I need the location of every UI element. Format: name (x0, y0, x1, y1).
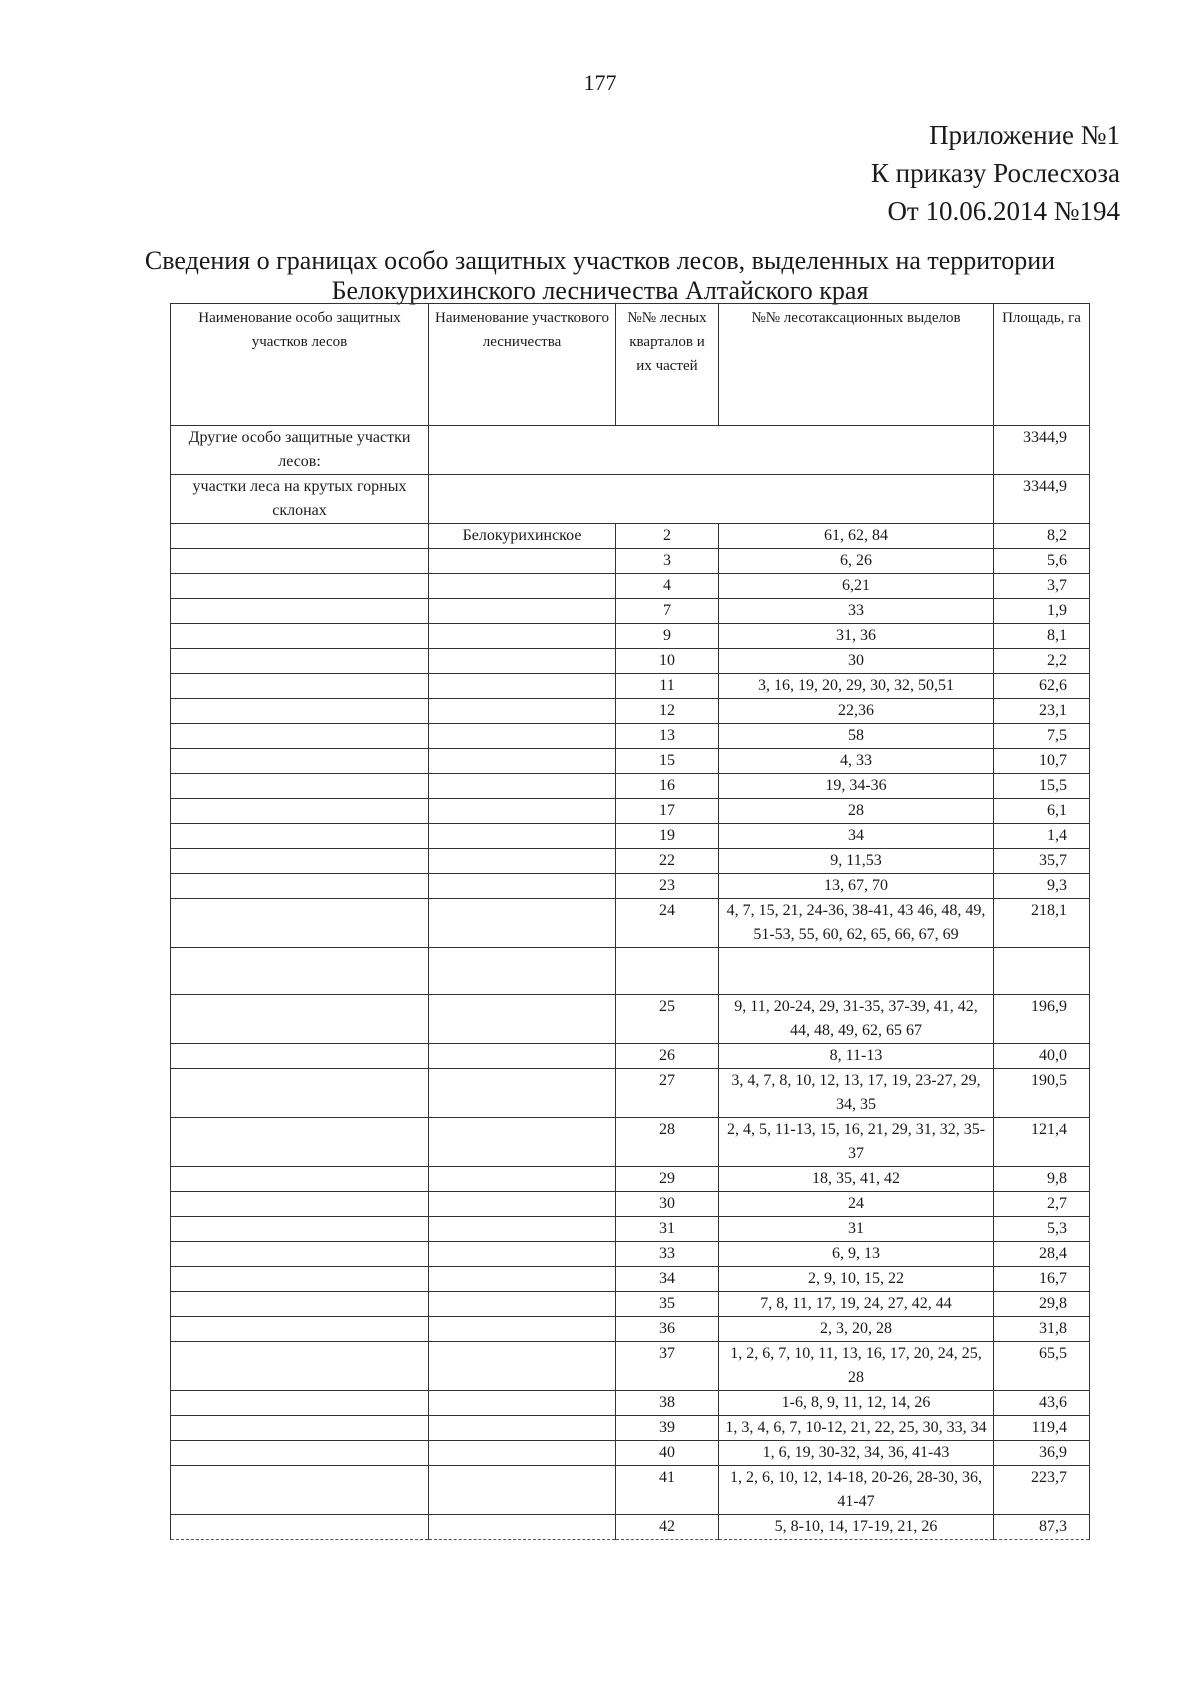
plots-cell: 1, 2, 6, 7, 10, 11, 13, 16, 17, 20, 24, 25, 28 (719, 1342, 994, 1391)
quarter-cell: 24 (616, 899, 719, 948)
table-row (171, 524, 1090, 549)
quarter-cell: 30 (616, 1192, 719, 1217)
quarter-cell: 42 (616, 1515, 719, 1540)
quarter-cell: 7 (616, 599, 719, 624)
group-area: 3344,9 (994, 426, 1090, 475)
quarter-cell: 23 (616, 874, 719, 899)
table-row (171, 948, 1090, 995)
plot-name-cell (171, 1069, 429, 1118)
table-row (171, 1192, 1090, 1217)
forest-plots-table (170, 303, 1090, 1540)
plots-cell: 1-6, 8, 9, 11, 12, 14, 26 (719, 1391, 994, 1416)
quarter-cell: 39 (616, 1416, 719, 1441)
quarter-cell: 3 (616, 549, 719, 574)
title-line-2: Белокурихинского лесничества Алтайского края (331, 276, 869, 305)
plots-cell: 9, 11, 20-24, 29, 31-35, 37-39, 41, 42, 44, 48, 49, 62, 65 67 (719, 995, 994, 1044)
table-row (171, 699, 1090, 724)
group-row (171, 426, 1090, 475)
area-cell: 1,9 (994, 599, 1090, 624)
group-area: 3344,9 (994, 475, 1090, 524)
quarter-cell: 34 (616, 1267, 719, 1292)
forestry-cell (429, 774, 616, 799)
plot-name-cell (171, 1267, 429, 1292)
area-cell: 23,1 (994, 699, 1090, 724)
table-row (171, 724, 1090, 749)
forestry-cell (429, 1317, 616, 1342)
area-cell: 218,1 (994, 899, 1090, 948)
plot-name-cell (171, 1292, 429, 1317)
area-cell: 31,8 (994, 1317, 1090, 1342)
table-row (171, 1466, 1090, 1515)
plots-cell: 28 (719, 799, 994, 824)
table-row (171, 1267, 1090, 1292)
quarter-cell: 41 (616, 1466, 719, 1515)
header-plots: №№ лесотаксационных выделов (719, 304, 994, 426)
quarter-cell: 19 (616, 824, 719, 849)
plots-cell: 3, 4, 7, 8, 10, 12, 13, 17, 19, 23-27, 29, 34, 35 (719, 1069, 994, 1118)
plot-name-cell (171, 1217, 429, 1242)
table-row (171, 849, 1090, 874)
plot-name-cell (171, 1466, 429, 1515)
quarter-cell: 36 (616, 1317, 719, 1342)
quarter-cell: 40 (616, 1441, 719, 1466)
plots-cell: 31, 36 (719, 624, 994, 649)
plot-name-cell (171, 995, 429, 1044)
table-row (171, 1292, 1090, 1317)
forestry-cell (429, 995, 616, 1044)
table-row (171, 1217, 1090, 1242)
plots-cell: 1, 3, 4, 6, 7, 10-12, 21, 22, 25, 30, 33, 34 (719, 1416, 994, 1441)
plot-name-cell (171, 1242, 429, 1267)
plots-cell: 30 (719, 649, 994, 674)
plot-name-cell (171, 624, 429, 649)
header-area: Площадь, га (994, 304, 1090, 426)
area-cell: 36,9 (994, 1441, 1090, 1466)
forestry-cell (429, 1515, 616, 1540)
quarter-cell: 4 (616, 574, 719, 599)
plot-name-cell (171, 649, 429, 674)
forestry-cell (429, 1267, 616, 1292)
area-cell: 29,8 (994, 1292, 1090, 1317)
plot-name-cell (171, 1118, 429, 1167)
plots-cell: 6,21 (719, 574, 994, 599)
table-row (171, 1069, 1090, 1118)
table-row (171, 824, 1090, 849)
forestry-cell (429, 1441, 616, 1466)
plot-name-cell (171, 1317, 429, 1342)
header-forestry: Наименование участкового лесничества (429, 304, 616, 426)
plots-cell: 19, 34-36 (719, 774, 994, 799)
forestry-cell (429, 624, 616, 649)
plot-name-cell (171, 524, 429, 549)
area-cell: 6,1 (994, 799, 1090, 824)
table-row (171, 899, 1090, 948)
plots-cell: 2, 4, 5, 11-13, 15, 16, 21, 29, 31, 32, 35-37 (719, 1118, 994, 1167)
area-cell: 43,6 (994, 1391, 1090, 1416)
plots-cell: 22,36 (719, 699, 994, 724)
quarter-cell: 27 (616, 1069, 719, 1118)
quarter-cell: 25 (616, 995, 719, 1044)
plots-cell: 1, 2, 6, 10, 12, 14-18, 20-26, 28-30, 36, 41-47 (719, 1466, 994, 1515)
plot-name-cell (171, 1192, 429, 1217)
table-row (171, 1515, 1090, 1540)
quarter-cell: 31 (616, 1217, 719, 1242)
area-cell: 2,2 (994, 649, 1090, 674)
forestry-cell: Белокурихинское (429, 524, 616, 549)
forestry-cell (429, 824, 616, 849)
quarter-cell: 28 (616, 1118, 719, 1167)
quarter-cell: 12 (616, 699, 719, 724)
forestry-cell (429, 1167, 616, 1192)
area-cell: 5,6 (994, 549, 1090, 574)
plots-cell: 8, 11-13 (719, 1044, 994, 1069)
plot-name-cell (171, 1391, 429, 1416)
quarter-cell: 29 (616, 1167, 719, 1192)
group-empty-cell (429, 475, 994, 524)
order-date-line: От 10.06.2014 №194 (887, 196, 1120, 226)
forestry-cell (429, 549, 616, 574)
plot-name-cell (171, 1515, 429, 1540)
table-row (171, 995, 1090, 1044)
forestry-cell (429, 1192, 616, 1217)
table-header-row (171, 304, 1090, 426)
plot-name-cell (171, 899, 429, 948)
area-cell: 3,7 (994, 574, 1090, 599)
plots-cell: 5, 8-10, 14, 17-19, 21, 26 (719, 1515, 994, 1540)
quarter-cell: 22 (616, 849, 719, 874)
table-row (171, 599, 1090, 624)
plots-cell: 4, 7, 15, 21, 24-36, 38-41, 43 46, 48, 49, 51-53, 55, 60, 62, 65, 66, 67, 69 (719, 899, 994, 948)
forestry-cell (429, 899, 616, 948)
forestry-cell (429, 1242, 616, 1267)
plot-name-cell (171, 724, 429, 749)
forestry-cell (429, 1391, 616, 1416)
table-row (171, 774, 1090, 799)
group-row (171, 475, 1090, 524)
plot-name-cell (171, 599, 429, 624)
forestry-cell (429, 1069, 616, 1118)
area-cell: 190,5 (994, 1069, 1090, 1118)
area-cell: 1,4 (994, 824, 1090, 849)
plots-cell: 24 (719, 1192, 994, 1217)
area-cell: 121,4 (994, 1118, 1090, 1167)
quarter-cell: 10 (616, 649, 719, 674)
plots-cell: 7, 8, 11, 17, 19, 24, 27, 42, 44 (719, 1292, 994, 1317)
area-cell: 8,2 (994, 524, 1090, 549)
area-cell: 5,3 (994, 1217, 1090, 1242)
area-cell: 9,8 (994, 1167, 1090, 1192)
forestry-cell (429, 574, 616, 599)
quarter-cell: 17 (616, 799, 719, 824)
plots-cell: 31 (719, 1217, 994, 1242)
table-row (171, 574, 1090, 599)
document-title (0, 246, 1200, 306)
table-row (171, 1441, 1090, 1466)
area-cell: 2,7 (994, 1192, 1090, 1217)
forestry-cell (429, 849, 616, 874)
header-quarters: №№ лесных кварталов и их частей (616, 304, 719, 426)
area-cell: 62,6 (994, 674, 1090, 699)
plots-cell: 3, 16, 19, 20, 29, 30, 32, 50,51 (719, 674, 994, 699)
plots-cell: 9, 11,53 (719, 849, 994, 874)
plots-cell: 6, 9, 13 (719, 1242, 994, 1267)
plot-name-cell (171, 749, 429, 774)
area-cell (994, 948, 1090, 995)
forestry-cell (429, 1044, 616, 1069)
plot-name-cell (171, 1167, 429, 1192)
table-row (171, 1167, 1090, 1192)
table-row (171, 1342, 1090, 1391)
forestry-cell (429, 1466, 616, 1515)
forestry-cell (429, 699, 616, 724)
forestry-cell (429, 1292, 616, 1317)
area-cell: 223,7 (994, 1466, 1090, 1515)
appendix-header (871, 116, 1120, 230)
plots-cell: 61, 62, 84 (719, 524, 994, 549)
order-line: К приказу Рослесхоза (870, 158, 1120, 188)
plot-name-cell (171, 824, 429, 849)
quarter-cell: 9 (616, 624, 719, 649)
table-row (171, 1416, 1090, 1441)
plot-name-cell (171, 674, 429, 699)
quarter-cell: 26 (616, 1044, 719, 1069)
area-cell: 15,5 (994, 774, 1090, 799)
quarter-cell: 11 (616, 674, 719, 699)
group-empty-cell (429, 426, 994, 475)
plot-name-cell (171, 948, 429, 995)
page-number: 177 (583, 70, 617, 95)
area-cell: 7,5 (994, 724, 1090, 749)
table-row (171, 799, 1090, 824)
table-row (171, 1391, 1090, 1416)
group-name: участки леса на крутых горных склонах (171, 475, 429, 524)
quarter-cell: 37 (616, 1342, 719, 1391)
table-row (171, 1118, 1090, 1167)
forestry-cell (429, 749, 616, 774)
plots-cell: 13, 67, 70 (719, 874, 994, 899)
plots-cell: 6, 26 (719, 549, 994, 574)
forestry-cell (429, 1118, 616, 1167)
header-plot-name: Наименование особо защитных участков лесов (171, 304, 429, 426)
plot-name-cell (171, 1416, 429, 1441)
plot-name-cell (171, 699, 429, 724)
table-row (171, 1242, 1090, 1267)
plot-name-cell (171, 799, 429, 824)
table-row (171, 674, 1090, 699)
area-cell: 16,7 (994, 1267, 1090, 1292)
forestry-cell (429, 948, 616, 995)
area-cell: 28,4 (994, 1242, 1090, 1267)
area-cell: 65,5 (994, 1342, 1090, 1391)
forestry-cell (429, 874, 616, 899)
plot-name-cell (171, 774, 429, 799)
table-row (171, 549, 1090, 574)
quarter-cell: 13 (616, 724, 719, 749)
forestry-cell (429, 649, 616, 674)
plot-name-cell (171, 1044, 429, 1069)
forestry-cell (429, 1342, 616, 1391)
quarter-cell: 16 (616, 774, 719, 799)
quarter-cell: 38 (616, 1391, 719, 1416)
forestry-cell (429, 1217, 616, 1242)
forestry-cell (429, 799, 616, 824)
quarter-cell: 35 (616, 1292, 719, 1317)
plot-name-cell (171, 849, 429, 874)
plots-cell: 34 (719, 824, 994, 849)
plots-cell: 18, 35, 41, 42 (719, 1167, 994, 1192)
table-row (171, 749, 1090, 774)
area-cell: 40,0 (994, 1044, 1090, 1069)
area-cell: 35,7 (994, 849, 1090, 874)
plots-cell: 1, 6, 19, 30-32, 34, 36, 41-43 (719, 1441, 994, 1466)
quarter-cell: 33 (616, 1242, 719, 1267)
title-line-1: Сведения о границах особо защитных участков лесов, выделенных на территории (144, 246, 1056, 275)
table-row (171, 624, 1090, 649)
forestry-cell (429, 724, 616, 749)
plots-cell: 58 (719, 724, 994, 749)
quarter-cell: 2 (616, 524, 719, 549)
forestry-cell (429, 1416, 616, 1441)
table-row (171, 1044, 1090, 1069)
plots-cell: 2, 3, 20, 28 (719, 1317, 994, 1342)
table-row (171, 649, 1090, 674)
quarter-cell: 15 (616, 749, 719, 774)
plot-name-cell (171, 1441, 429, 1466)
plots-cell: 4, 33 (719, 749, 994, 774)
plot-name-cell (171, 874, 429, 899)
area-cell: 9,3 (994, 874, 1090, 899)
area-cell: 119,4 (994, 1416, 1090, 1441)
plots-cell: 33 (719, 599, 994, 624)
plot-name-cell (171, 549, 429, 574)
plots-cell (719, 948, 994, 995)
forestry-cell (429, 599, 616, 624)
area-cell: 10,7 (994, 749, 1090, 774)
area-cell: 8,1 (994, 624, 1090, 649)
appendix-line: Приложение №1 (929, 120, 1120, 150)
table-row (171, 1317, 1090, 1342)
group-name: Другие особо защитные участки лесов: (171, 426, 429, 475)
quarter-cell (616, 948, 719, 995)
plot-name-cell (171, 1342, 429, 1391)
area-cell: 196,9 (994, 995, 1090, 1044)
table-row (171, 874, 1090, 899)
plot-name-cell (171, 574, 429, 599)
area-cell: 87,3 (994, 1515, 1090, 1540)
forestry-cell (429, 674, 616, 699)
plots-cell: 2, 9, 10, 15, 22 (719, 1267, 994, 1292)
